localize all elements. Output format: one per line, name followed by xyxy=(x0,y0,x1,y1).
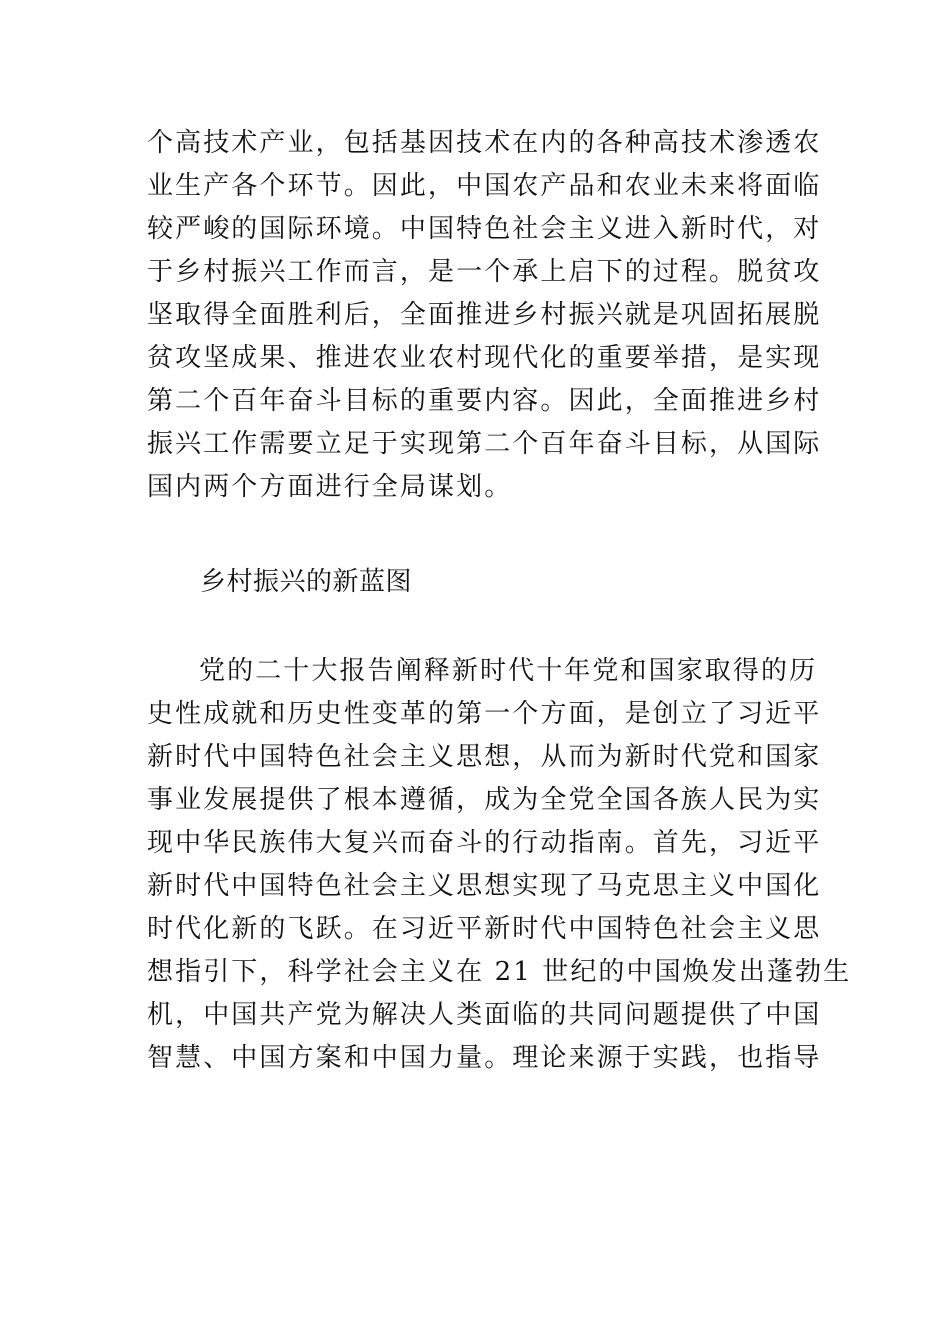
section-heading: 乡村振兴的新蓝图 xyxy=(200,567,413,597)
paragraph-line: 现中华民族伟大复兴而奋斗的行动指南。首先，习近平 xyxy=(147,828,822,858)
paragraph-line: 贫攻坚成果、推进农业农村现代化的重要举措，是实现 xyxy=(147,343,822,373)
paragraph-line: 第二个百年奋斗目标的重要内容。因此，全面推进乡村 xyxy=(147,386,822,416)
paragraph-line: 时代化新的飞跃。在习近平新时代中国特色社会主义思 xyxy=(147,914,822,944)
paragraph-line: 坚取得全面胜利后，全面推进乡村振兴就是巩固拓展脱 xyxy=(147,300,822,330)
paragraph-line: 机，中国共产党为解决人类面临的共同问题提供了中国 xyxy=(147,1000,822,1030)
paragraph-line: 于乡村振兴工作而言，是一个承上启下的过程。脱贫攻 xyxy=(147,257,822,287)
paragraph-line: 个高技术产业，包括基因技术在内的各种高技术渗透农 xyxy=(147,128,822,158)
paragraph-line: 新时代中国特色社会主义思想，从而为新时代党和国家 xyxy=(147,742,822,772)
paragraph-line: 史性成就和历史性变革的第一个方面，是创立了习近平 xyxy=(147,699,822,729)
paragraph-line: 振兴工作需要立足于实现第二个百年奋斗目标，从国际 xyxy=(147,429,822,459)
paragraph-line: 新时代中国特色社会主义思想实现了马克思主义中国化 xyxy=(147,871,822,901)
paragraph-line: 国内两个方面进行全局谋划。 xyxy=(147,472,513,502)
paragraph-line: 业生产各个环节。因此，中国农产品和农业未来将面临 xyxy=(147,171,822,201)
paragraph-line: 较严峻的国际环境。中国特色社会主义进入新时代，对 xyxy=(147,214,822,244)
paragraph-line: 想指引下，科学社会主义在 21 世纪的中国焕发出蓬勃生 xyxy=(147,957,852,987)
paragraph-line: 智慧、中国方案和中国力量。理论来源于实践，也指导 xyxy=(147,1043,822,1073)
paragraph-line: 党的二十大报告阐释新时代十年党和国家取得的历 xyxy=(199,656,818,686)
paragraph-line: 事业发展提供了根本遵循，成为全党全国各族人民为实 xyxy=(147,785,822,815)
